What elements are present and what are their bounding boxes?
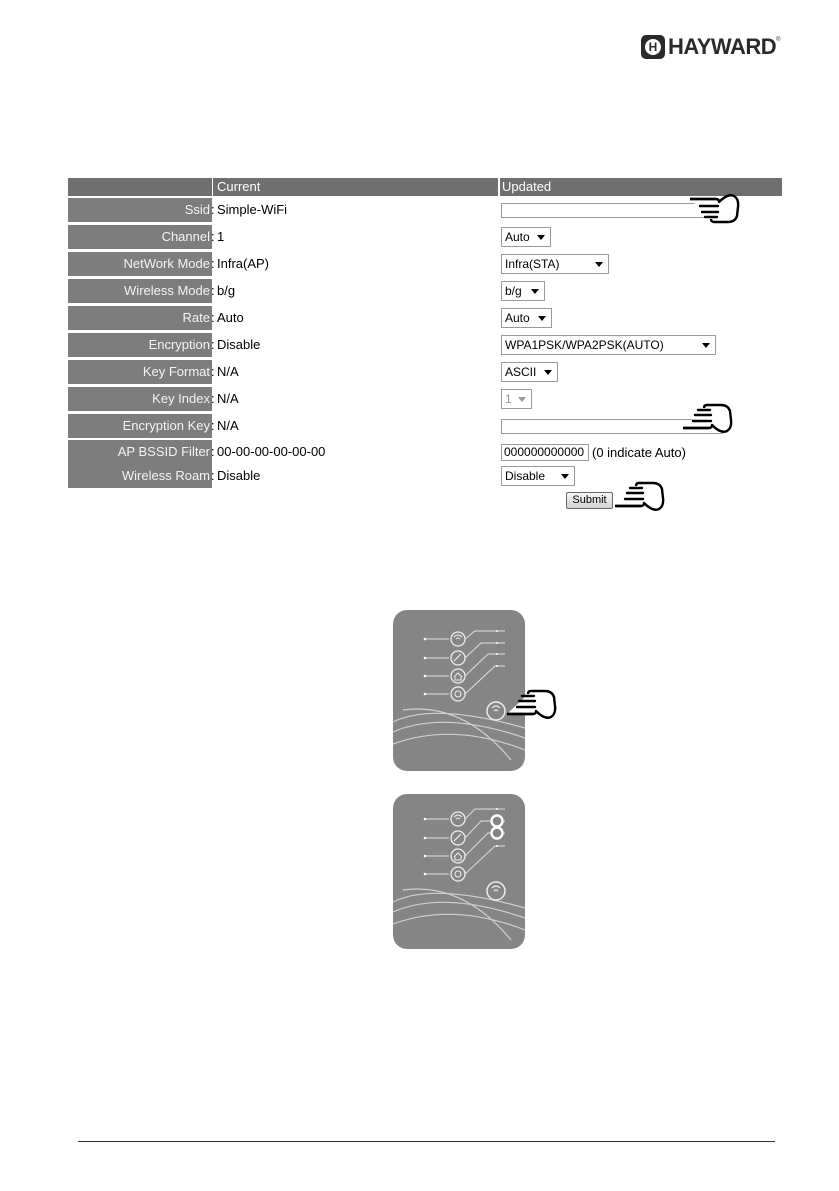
dropdown-caret-icon bbox=[518, 397, 526, 402]
row-ap-bssid-filter: AP BSSID Filter : 00-00-00-00-00-00 000000000000 (0 indicate Auto) bbox=[68, 440, 782, 464]
wireless-button-icon bbox=[487, 882, 505, 900]
wireless-roam-select[interactable]: Disable bbox=[501, 466, 575, 486]
submit-button[interactable]: Submit bbox=[566, 492, 613, 509]
wifi-icon bbox=[451, 632, 465, 646]
dropdown-caret-icon bbox=[595, 262, 603, 267]
hayward-badge-icon: H bbox=[641, 35, 665, 59]
wifi-icon bbox=[451, 812, 465, 826]
edit-icon bbox=[451, 651, 465, 665]
edit-icon bbox=[451, 831, 465, 845]
key-index-select[interactable]: 1 bbox=[501, 389, 532, 409]
pointing-hand-icon bbox=[613, 481, 665, 515]
row-encryption: Encryption : Disable WPA1PSK/WPA2PSK(AUTO) bbox=[68, 333, 782, 357]
footer-rule bbox=[78, 1141, 775, 1142]
wireless-button-icon bbox=[487, 702, 505, 720]
row-encryption-key: Encryption Key : N/A bbox=[68, 414, 782, 438]
row-label: Key Index bbox=[68, 387, 212, 411]
ap-bssid-filter-input[interactable] bbox=[501, 444, 589, 461]
current-value: b/g bbox=[217, 283, 236, 298]
current-value: Disable bbox=[217, 337, 261, 352]
dropdown-caret-icon bbox=[544, 370, 552, 375]
pointing-hand-icon bbox=[505, 689, 557, 723]
current-value: N/A bbox=[217, 364, 239, 379]
settings-icon bbox=[451, 687, 465, 701]
hayward-wordmark: HAYWARD bbox=[668, 34, 777, 59]
row-network-mode: NetWork Mode : Infra(AP) Infra(STA) bbox=[68, 252, 782, 276]
header-updated: Updated bbox=[500, 178, 782, 196]
key-format-select[interactable]: ASCII bbox=[501, 362, 558, 382]
current-value: 00-00-00-00-00-00 bbox=[217, 444, 326, 459]
channel-select[interactable]: Auto bbox=[501, 227, 551, 247]
row-label: Encryption bbox=[68, 333, 212, 357]
row-label: Ssid bbox=[68, 198, 212, 222]
home-icon bbox=[451, 669, 465, 683]
rate-select[interactable]: Auto bbox=[501, 308, 552, 328]
row-rate: Rate : Auto Auto bbox=[68, 306, 782, 330]
device-panel-bottom bbox=[393, 794, 525, 949]
row-channel: Channel : 1 Auto bbox=[68, 225, 782, 249]
header-current: Current bbox=[213, 178, 498, 196]
current-value: N/A bbox=[217, 391, 239, 406]
row-key-index: Key Index : N/A 1 bbox=[68, 387, 782, 411]
header-label-column bbox=[68, 178, 212, 196]
row-key-format: Key Format : N/A ASCII bbox=[68, 360, 782, 384]
row-label: NetWork Mode bbox=[68, 252, 212, 276]
row-label: Channel bbox=[68, 225, 212, 249]
wireless-mode-select[interactable]: b/g bbox=[501, 281, 545, 301]
current-value: 1 bbox=[217, 229, 225, 244]
led-lit-indicator bbox=[492, 816, 503, 827]
network-mode-select[interactable]: Infra(STA) bbox=[501, 254, 609, 274]
pointing-hand-icon bbox=[688, 190, 740, 224]
dropdown-caret-icon bbox=[537, 235, 545, 240]
row-label: Wireless Mode bbox=[68, 279, 212, 303]
bssid-hint-text: (0 indicate Auto) bbox=[592, 444, 686, 460]
row-label: AP BSSID Filter bbox=[68, 440, 212, 464]
row-label: Key Format bbox=[68, 360, 212, 384]
hayward-logo bbox=[641, 33, 781, 61]
current-value: Disable bbox=[217, 468, 261, 483]
trademark-symbol: ® bbox=[776, 37, 781, 43]
row-ssid: Ssid : Simple-WiFi bbox=[68, 198, 782, 222]
settings-icon bbox=[451, 867, 465, 881]
current-value: N/A bbox=[217, 418, 239, 433]
home-icon bbox=[451, 849, 465, 863]
row-label: Encryption Key bbox=[68, 414, 212, 438]
pointing-hand-icon bbox=[681, 403, 733, 437]
current-value: Simple-WiFi bbox=[217, 202, 288, 217]
row-wireless-roam: Wireless Roam : Disable Disable bbox=[68, 464, 782, 488]
dropdown-caret-icon bbox=[538, 316, 546, 321]
encryption-select[interactable]: WPA1PSK/WPA2PSK(AUTO) bbox=[501, 335, 716, 355]
row-label: Rate bbox=[68, 306, 212, 330]
dropdown-caret-icon bbox=[561, 474, 569, 479]
led-lit-indicator bbox=[492, 828, 503, 839]
row-wireless-mode: Wireless Mode : b/g b/g bbox=[68, 279, 782, 303]
current-value: Infra(AP) bbox=[217, 256, 270, 271]
row-label: Wireless Roam bbox=[68, 464, 212, 488]
dropdown-caret-icon bbox=[702, 343, 710, 348]
current-value: Auto bbox=[217, 310, 244, 325]
dropdown-caret-icon bbox=[531, 289, 539, 294]
